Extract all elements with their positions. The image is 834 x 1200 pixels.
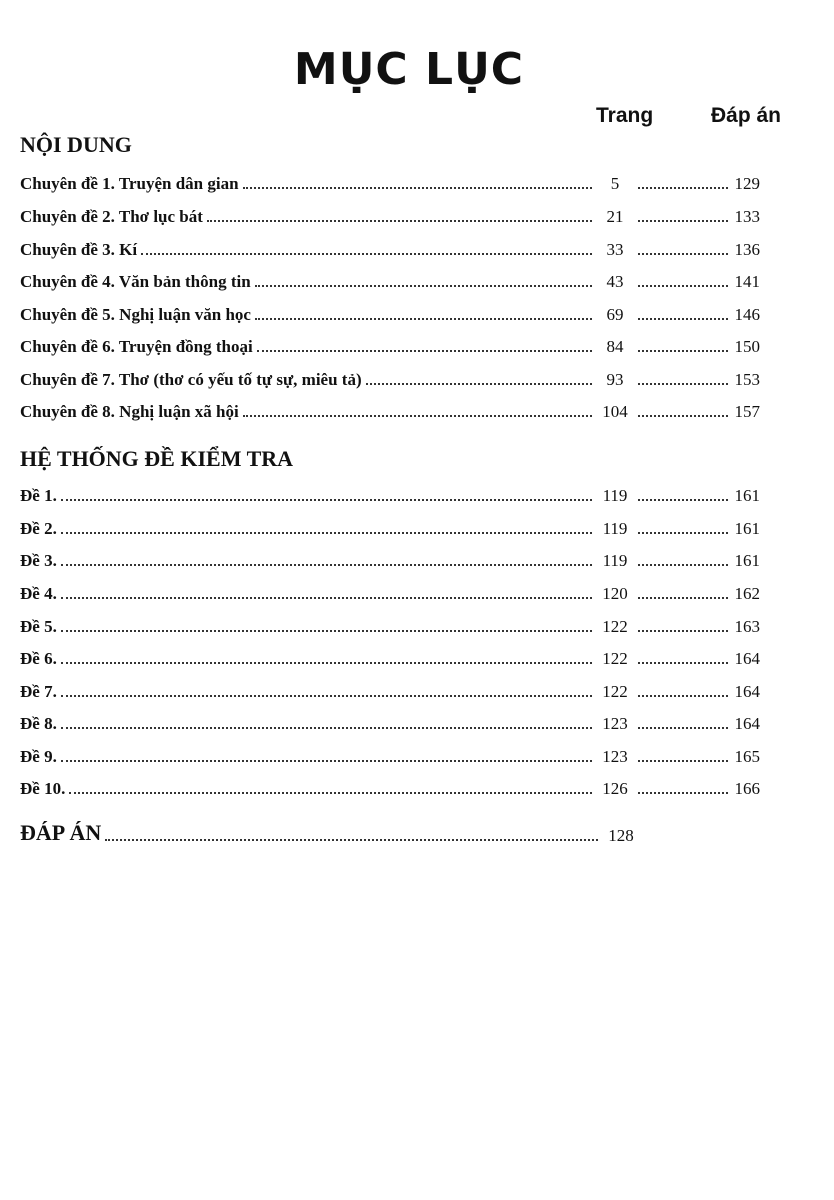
toc-label: Đề 8. (20, 714, 57, 733)
toc-page: 119 (602, 486, 628, 505)
dot-leader (638, 695, 728, 697)
toc-answer-page: 164 (734, 649, 760, 668)
toc-label: Chuyên đề 1. Truyện dân gian (20, 174, 239, 193)
toc-row[interactable] (20, 580, 760, 604)
dot-leader (366, 383, 592, 385)
toc-label: Chuyên đề 2. Thơ lục bát (20, 207, 203, 226)
toc-page: 119 (602, 519, 628, 538)
toc-answer-page: 146 (734, 305, 760, 324)
toc-row[interactable] (20, 678, 760, 702)
toc-row[interactable] (20, 301, 760, 325)
toc-answer-page: 163 (734, 617, 760, 636)
toc-label: Chuyên đề 5. Nghị luận văn học (20, 305, 251, 324)
toc-row[interactable] (20, 398, 760, 422)
toc-page: 84 (606, 337, 624, 356)
toc-answer-page: 161 (734, 551, 760, 570)
toc-label: Chuyên đề 3. Kí (20, 240, 138, 259)
toc-row[interactable] (20, 170, 760, 194)
toc-answer-page: 157 (734, 402, 760, 421)
toc-page: 104 (602, 402, 628, 421)
toc-label: Đề 7. (20, 682, 57, 701)
toc-row[interactable] (20, 743, 760, 767)
section-heading-content: NỘI DUNG (20, 132, 132, 157)
toc-row[interactable] (20, 366, 760, 390)
dot-leader (61, 760, 592, 762)
dot-leader (638, 564, 728, 566)
toc-page: 123 (602, 714, 628, 733)
dot-leader (255, 285, 592, 287)
dot-leader (638, 285, 728, 287)
column-header-answer: Đáp án (711, 104, 782, 127)
toc-page: 122 (602, 617, 628, 636)
toc-label: Đề 1. (20, 486, 57, 505)
toc-answer-page: 164 (734, 714, 760, 733)
dot-leader (638, 630, 728, 632)
toc-answer-page: 164 (734, 682, 760, 701)
toc-page: 128 (608, 826, 634, 845)
dot-leader (638, 318, 728, 320)
toc-row[interactable] (20, 613, 760, 637)
dot-leader (61, 499, 592, 501)
dot-leader (69, 792, 592, 794)
toc-page: 123 (602, 747, 628, 766)
toc-row[interactable] (20, 333, 760, 357)
toc-page: 120 (602, 584, 628, 603)
dot-leader (638, 220, 728, 222)
toc-row[interactable] (20, 515, 760, 539)
page-title: MỤC LỤC (293, 44, 525, 95)
toc-label: Đề 9. (20, 747, 57, 766)
dot-leader (638, 187, 728, 189)
toc-label: Đề 4. (20, 584, 57, 603)
toc-answer-page: 165 (734, 747, 760, 766)
dot-leader (105, 839, 598, 841)
toc-row[interactable] (20, 547, 760, 571)
toc-label: Chuyên đề 4. Văn bản thông tin (20, 272, 251, 291)
dot-leader (638, 662, 728, 664)
toc-answer-page: 136 (734, 240, 760, 259)
toc-page: 126 (602, 779, 628, 798)
toc-row[interactable] (20, 775, 760, 799)
dot-leader (257, 350, 592, 352)
dot-leader (61, 695, 592, 697)
toc-page: 21 (606, 207, 624, 226)
section-heading-tests: HỆ THỐNG ĐỀ KIỂM TRA (20, 446, 294, 471)
toc-row-answers[interactable] (20, 822, 640, 846)
dot-leader (255, 318, 592, 320)
toc-label: Đề 3. (20, 551, 57, 570)
dot-leader (638, 532, 728, 534)
toc-page: 93 (606, 370, 624, 389)
toc-row[interactable] (20, 268, 760, 292)
toc-label: Đề 6. (20, 649, 57, 668)
column-header-page: Trang (596, 104, 654, 127)
toc-answer-page: 161 (734, 519, 760, 538)
toc-row[interactable] (20, 236, 760, 260)
dot-leader (61, 564, 592, 566)
dot-leader (61, 727, 592, 729)
toc-page: 122 (602, 649, 628, 668)
toc-page: 119 (602, 551, 628, 570)
dot-leader (638, 383, 728, 385)
dot-leader (141, 253, 592, 255)
dot-leader (638, 792, 728, 794)
dot-leader (61, 597, 592, 599)
dot-leader (207, 220, 592, 222)
toc-answer-page: 162 (734, 584, 760, 603)
dot-leader (61, 662, 592, 664)
dot-leader (638, 727, 728, 729)
toc-row[interactable] (20, 203, 760, 227)
toc-page: 43 (606, 272, 624, 291)
dot-leader (638, 760, 728, 762)
toc-row[interactable] (20, 645, 760, 669)
dot-leader (243, 415, 592, 417)
toc-label: Đề 5. (20, 617, 57, 636)
dot-leader (638, 253, 728, 255)
toc-page: 122 (602, 682, 628, 701)
toc-answer-page: 153 (734, 370, 760, 389)
dot-leader (61, 532, 592, 534)
toc-answer-page: 141 (734, 272, 760, 291)
dot-leader (61, 630, 592, 632)
dot-leader (638, 597, 728, 599)
toc-answer-page: 161 (734, 486, 760, 505)
section-heading-answers: ĐÁP ÁN (20, 820, 102, 845)
toc-label: Chuyên đề 6. Truyện đồng thoại (20, 337, 253, 356)
toc-label: Đề 2. (20, 519, 57, 538)
toc-answer-page: 129 (734, 174, 760, 193)
toc-page: 33 (606, 240, 624, 259)
toc-label: Chuyên đề 8. Nghị luận xã hội (20, 402, 239, 421)
toc-label: Chuyên đề 7. Thơ (thơ có yếu tố tự sự, miêu tả) (20, 370, 362, 389)
toc-row[interactable] (20, 710, 760, 734)
dot-leader (638, 499, 728, 501)
dot-leader (638, 415, 728, 417)
dot-leader (243, 187, 592, 189)
toc-answer-page: 133 (734, 207, 760, 226)
toc-page: 69 (606, 305, 624, 324)
toc-answer-page: 166 (734, 779, 760, 798)
toc-label: Đề 10. (20, 779, 66, 798)
toc-row[interactable] (20, 482, 760, 506)
toc-page: 5 (610, 174, 620, 193)
dot-leader (638, 350, 728, 352)
toc-answer-page: 150 (734, 337, 760, 356)
